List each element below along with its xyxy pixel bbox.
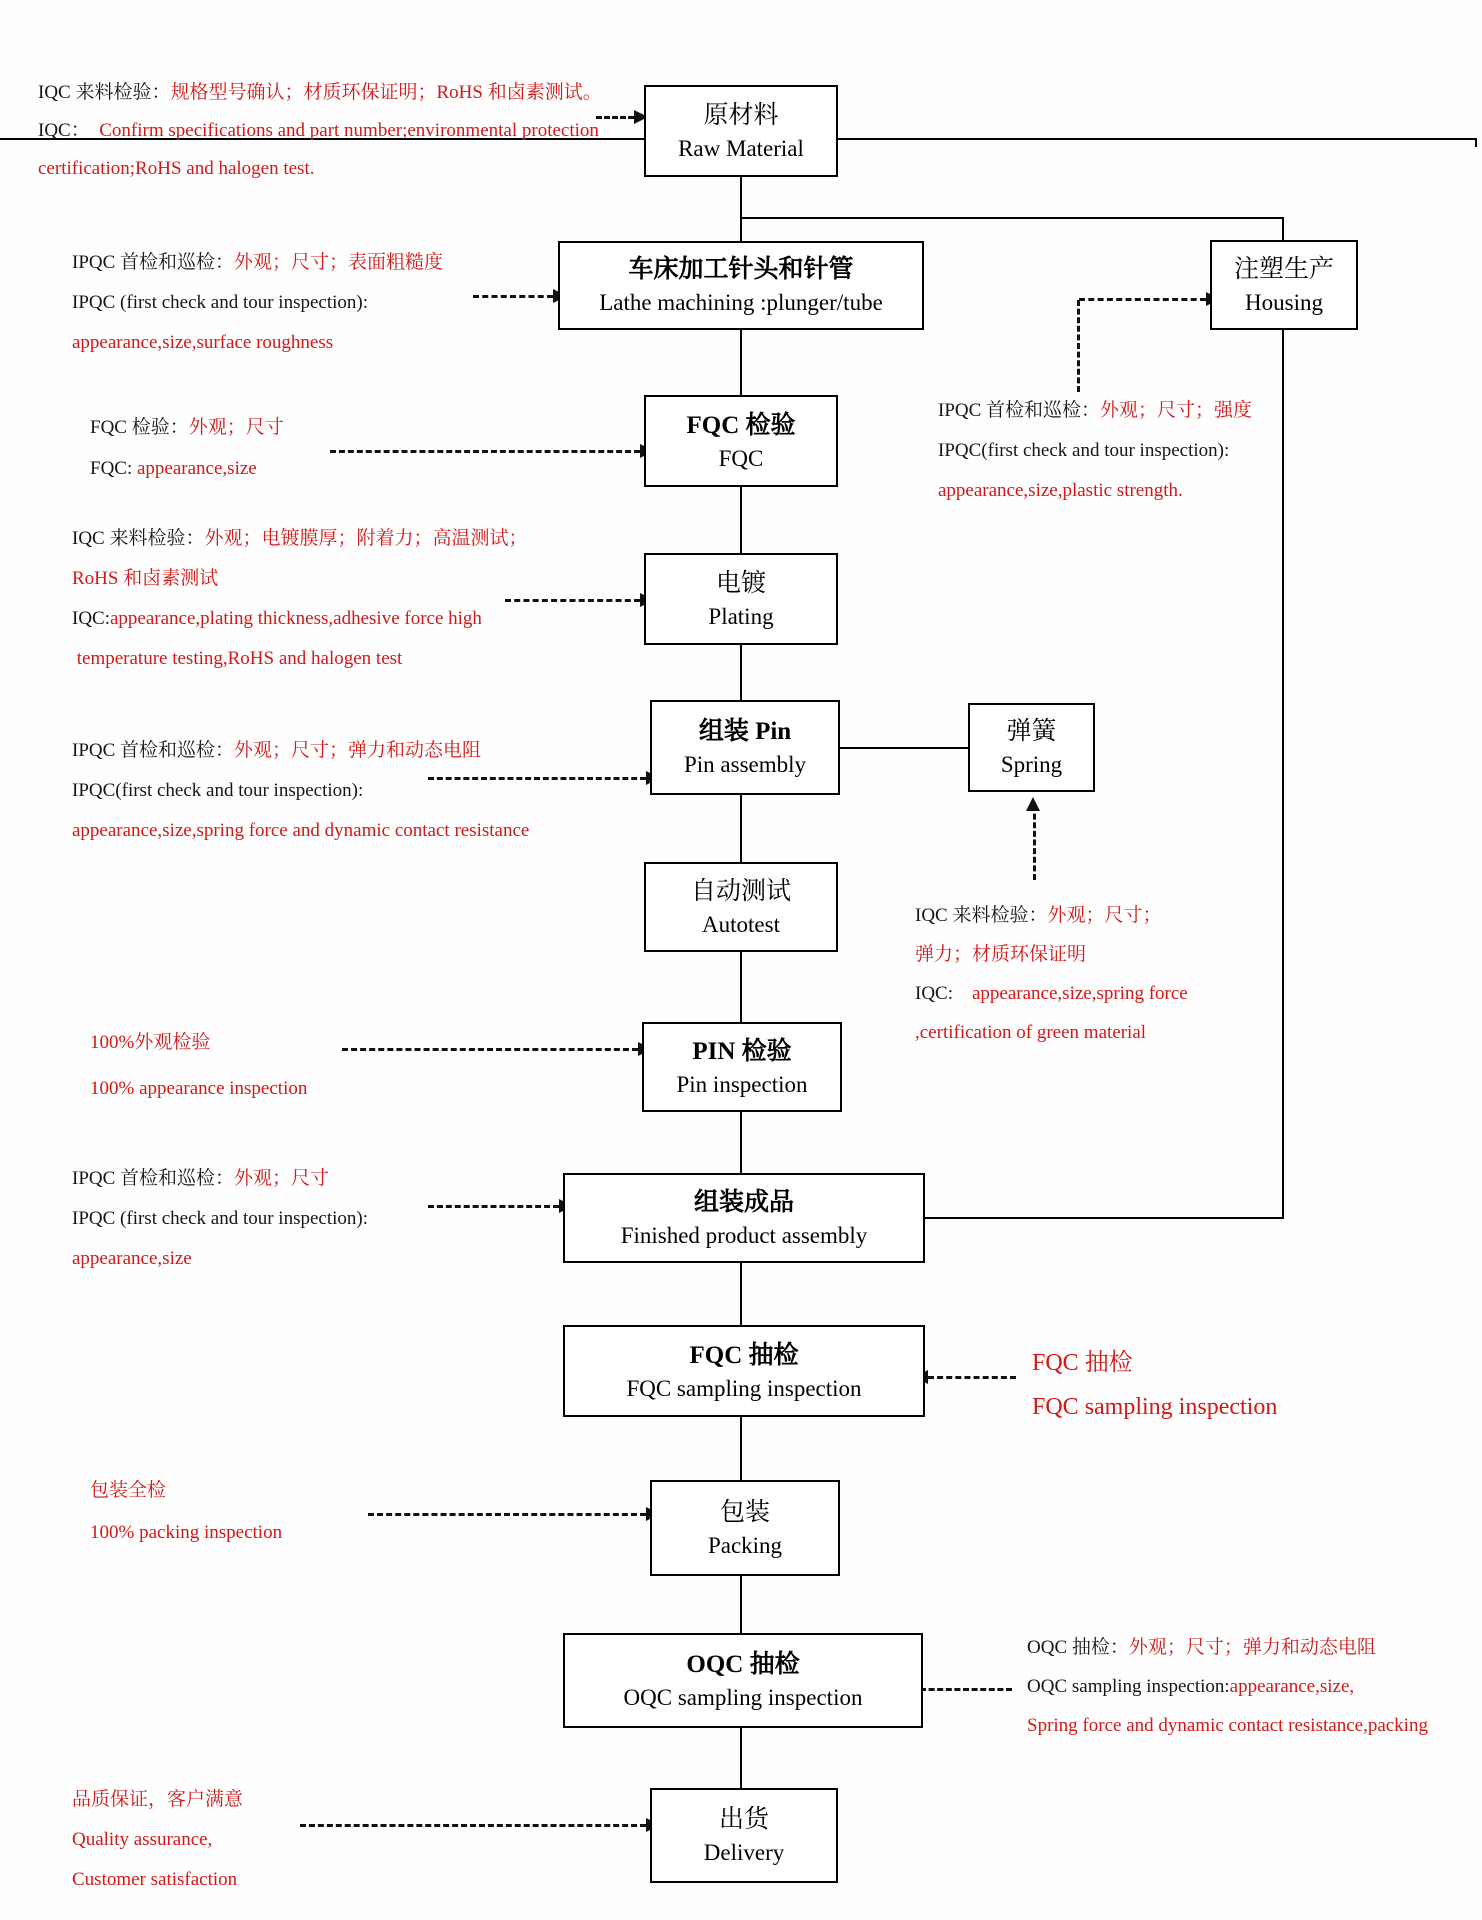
flow-box-oqc-sampling-label-zh: OQC 抽检	[686, 1651, 800, 1678]
annotation-text-segment: IQC：	[38, 120, 100, 141]
annotation-text-segment: OQC sampling inspection:	[1027, 1676, 1230, 1697]
connector-line	[740, 952, 742, 1022]
flow-box-fqc-inspection-label-zh: FQC 检验	[686, 411, 796, 439]
flow-box-pin-inspection	[642, 1022, 842, 1112]
annotation-text-segment: Quality assurance,	[72, 1829, 213, 1850]
annotation-text-segment: OQC 抽检：	[1027, 1637, 1129, 1658]
connector-line	[740, 487, 742, 553]
dashed-arrow-pin-inspection	[342, 1048, 638, 1051]
annotation-pin-100-inspection-line	[90, 1032, 210, 1054]
flow-box-autotest-label-zh: 自动测试	[690, 877, 791, 905]
flow-box-plating-label-en: Plating	[708, 603, 774, 629]
annotation-ipqc-lathe-line	[72, 292, 368, 314]
dashed-arrow-delivery	[300, 1824, 646, 1827]
flow-box-autotest-label-en: Autotest	[702, 911, 780, 937]
annotation-text-segment: 100% appearance inspection	[90, 1078, 308, 1099]
annotation-iqc-plating-line	[72, 648, 402, 670]
annotation-text-segment: certification;RoHS and halogen test.	[38, 158, 315, 179]
flow-box-plating	[644, 553, 838, 645]
connector-line	[925, 1217, 1284, 1219]
annotation-iqc-raw-material-line	[38, 120, 599, 142]
annotation-text-segment: appearance,size,spring force	[972, 983, 1188, 1004]
annotation-text-segment: appearance,size	[137, 458, 257, 479]
annotation-text-segment: IPQC(first check and tour inspection):	[72, 780, 364, 801]
dashed-arrow-raw-material	[596, 116, 634, 119]
annotation-text-segment: IQC 来料检验：	[38, 82, 171, 103]
annotation-delivery-note-line	[72, 1789, 243, 1811]
flow-box-pin-assembly-label-en: Pin assembly	[683, 752, 807, 777]
annotation-oqc-note-line	[1027, 1715, 1428, 1737]
flow-box-pin-assembly-label-zh: 组装 Pin	[698, 718, 792, 745]
flow-box-lathe-machining	[558, 241, 924, 330]
annotation-text-segment: IPQC 首检和巡检：	[72, 1168, 235, 1189]
flow-box-autotest	[644, 862, 838, 952]
annotation-packing-note-line	[90, 1522, 282, 1544]
annotation-delivery-note-line	[72, 1829, 212, 1851]
annotation-text-segment: Customer satisfaction	[72, 1869, 238, 1890]
flow-box-housing-label-zh: 注塑生产	[1233, 255, 1334, 283]
annotation-text-segment: 弹力；材质环保证明	[915, 944, 1087, 965]
dashed-arrow-pin-assembly	[428, 777, 646, 780]
flow-box-housing-label-en: Housing	[1245, 289, 1323, 315]
annotation-fqc-check-line	[90, 458, 257, 480]
annotation-text-segment: FQC 抽检	[1032, 1350, 1133, 1376]
annotation-text-segment: IQC:	[72, 608, 110, 629]
flow-box-pin-inspection-label-zh: PIN 检验	[692, 1037, 792, 1065]
connector-line	[740, 330, 742, 395]
annotation-fqc-check-line	[90, 417, 284, 439]
flow-box-fqc-inspection-label-en: FQC	[718, 445, 764, 471]
annotation-ipqc-assembly-line	[72, 1208, 368, 1230]
annotation-text-segment: FQC sampling inspection	[1032, 1394, 1278, 1420]
annotation-packing-note-line	[90, 1480, 166, 1502]
annotation-text-segment: 100%外观检验	[90, 1032, 211, 1053]
flow-box-finished-assembly-label-zh: 组装成品	[693, 1188, 794, 1216]
flow-box-raw-material-label-zh: 原材料	[703, 101, 779, 129]
annotation-text-segment: 100% packing inspection	[90, 1522, 283, 1543]
connector-line	[840, 747, 968, 749]
dashed-arrow-oqc-sampling	[920, 1688, 1012, 1691]
annotation-text-segment: appearance,size,spring force and dynamic contact resistance	[72, 820, 530, 841]
annotation-iqc-spring-line	[915, 905, 1162, 927]
annotation-iqc-raw-material-line	[38, 82, 602, 104]
flow-box-spring	[968, 703, 1095, 792]
annotation-text-segment: FQC 检验：	[90, 417, 189, 438]
flow-box-oqc-sampling-label-en: OQC sampling inspection	[623, 1685, 863, 1710]
annotation-text-segment: 外观；尺寸；强度	[1100, 400, 1253, 421]
dashed-arrow-plating	[505, 599, 640, 602]
annotation-text-segment: IQC 来料检验：	[915, 905, 1048, 926]
flow-box-packing	[650, 1480, 840, 1576]
annotation-iqc-spring-line	[915, 1022, 1146, 1044]
connector-line	[740, 177, 742, 241]
annotation-text-segment: 包装全检	[90, 1480, 167, 1501]
annotation-text-segment: ,certification of green material	[915, 1022, 1147, 1043]
dashed-arrow-fqc-inspection	[330, 450, 640, 453]
annotation-text-segment: 外观；尺寸；弹力和动态电阻	[234, 740, 482, 761]
annotation-iqc-spring-line	[915, 983, 1188, 1005]
flow-box-packing-label-zh: 包装	[719, 1498, 770, 1526]
annotation-iqc-plating-line	[72, 608, 482, 630]
dashed-arrow-fqc-sampling	[928, 1376, 1016, 1379]
annotation-text-segment: RoHS 和卤素测试	[72, 568, 219, 589]
dashed-arrow-spring	[1033, 805, 1036, 880]
annotation-text-segment: temperature testing,RoHS and halogen test	[72, 648, 403, 669]
annotation-text-segment: 外观；尺寸；	[1047, 905, 1162, 926]
connector-line	[740, 1728, 742, 1788]
annotation-oqc-note-line	[1027, 1676, 1354, 1698]
flow-box-plating-label-zh: 电镀	[715, 569, 766, 597]
annotation-text-segment: IQC 来料检验：	[72, 528, 205, 549]
flow-box-pin-inspection-label-en: Pin inspection	[676, 1071, 808, 1097]
flow-box-oqc-sampling	[563, 1633, 923, 1728]
annotation-text-segment: 外观；尺寸；弹力和动态电阻	[1128, 1637, 1376, 1658]
flow-box-lathe-machining-label-en: Lathe machining :plunger/tube	[599, 290, 883, 315]
annotation-ipqc-assembly-line	[72, 1168, 329, 1190]
annotation-fqc-sampling-note-line	[1032, 1394, 1277, 1422]
connector-line	[740, 645, 742, 700]
annotation-iqc-plating-line	[72, 528, 528, 550]
annotation-text-segment: appearance,size,	[1229, 1676, 1355, 1697]
annotation-text-segment: IPQC 首检和巡检：	[938, 400, 1101, 421]
flow-box-packing-label-en: Packing	[707, 1532, 783, 1558]
annotation-text-segment: appearance,size,surface roughness	[72, 332, 334, 353]
annotation-iqc-spring-line	[915, 944, 1086, 966]
annotation-delivery-note-line	[72, 1869, 237, 1891]
annotation-text-segment: 外观；尺寸	[234, 1168, 330, 1189]
connector-line	[1475, 138, 1477, 147]
connector-line	[740, 1263, 742, 1325]
annotation-iqc-raw-material-line	[38, 158, 314, 180]
dashed-arrow-finished-assembly	[428, 1205, 559, 1208]
annotation-ipqc-assembly-line	[72, 1248, 192, 1270]
flow-box-spring-label-zh: 弹簧	[1006, 718, 1057, 745]
connector-line	[1282, 217, 1284, 240]
annotation-text-segment: appearance,size	[72, 1248, 192, 1269]
flow-box-delivery-label-en: Delivery	[703, 1840, 785, 1865]
annotation-oqc-note-line	[1027, 1637, 1376, 1659]
annotation-text-segment: FQC:	[90, 458, 137, 479]
flow-box-fqc-sampling-label-zh: FQC 抽检	[689, 1341, 799, 1369]
annotation-text-segment: 品质保证，客户满意	[72, 1789, 244, 1810]
annotation-ipqc-housing-line	[938, 400, 1252, 422]
annotation-text-segment: IQC:	[915, 983, 972, 1004]
annotation-text-segment: IPQC 首检和巡检：	[72, 740, 235, 761]
dashed-arrow-lathe-machining	[473, 295, 553, 298]
annotation-ipqc-pin-assembly-line	[72, 820, 529, 842]
annotation-text-segment: Confirm specifications and part number;environmental protection	[99, 120, 599, 141]
flow-box-delivery-label-zh: 出货	[718, 1806, 769, 1833]
flow-box-lathe-machining-label-zh: 车床加工针头和针管	[628, 256, 854, 283]
dashed-arrow-packing	[368, 1513, 646, 1516]
annotation-text-segment: appearance,plating thickness,adhesive force high	[110, 608, 482, 629]
annotation-ipqc-housing-line	[938, 440, 1229, 462]
annotation-ipqc-pin-assembly-line	[72, 780, 363, 802]
flow-box-housing	[1210, 240, 1358, 330]
annotation-text-segment: IPQC (first check and tour inspection):	[72, 292, 369, 313]
flow-box-raw-material-label-en: Raw Material	[678, 135, 804, 161]
annotation-pin-100-inspection-line	[90, 1078, 307, 1100]
flow-box-fqc-sampling	[563, 1325, 925, 1417]
annotation-text-segment: 外观；尺寸；表面粗糙度	[234, 252, 444, 273]
annotation-ipqc-lathe-line	[72, 252, 443, 274]
annotation-text-segment: Spring force and dynamic contact resistance,packing	[1027, 1715, 1428, 1736]
connector-line	[740, 1112, 742, 1173]
annotation-text-segment: IPQC (first check and tour inspection):	[72, 1208, 369, 1229]
annotation-text-segment: 外观；电镀膜厚；附着力；高温测试；	[204, 528, 528, 549]
arrowhead-icon	[1026, 797, 1040, 811]
annotation-iqc-plating-line	[72, 568, 218, 590]
connector-line	[740, 1576, 742, 1633]
flow-box-finished-assembly	[563, 1173, 925, 1263]
connector-line	[740, 1417, 742, 1480]
connector-line	[740, 217, 1284, 219]
dashed-arrow-housing-elbow	[1077, 300, 1080, 392]
annotation-ipqc-pin-assembly-line	[72, 740, 481, 762]
connector-line	[1282, 330, 1284, 1218]
annotation-text-segment: appearance,size,plastic strength.	[938, 480, 1183, 501]
flow-box-raw-material	[644, 85, 838, 177]
dashed-arrow-housing	[1079, 298, 1206, 301]
flow-box-finished-assembly-label-en: Finished product assembly	[620, 1222, 868, 1248]
annotation-text-segment: IPQC 首检和巡检：	[72, 252, 235, 273]
flow-box-pin-assembly	[650, 700, 840, 795]
flow-box-spring-label-en: Spring	[1000, 752, 1063, 777]
connector-line	[740, 795, 742, 862]
flow-box-fqc-inspection	[644, 395, 838, 487]
annotation-fqc-sampling-note-line	[1032, 1350, 1133, 1378]
flow-box-fqc-sampling-label-en: FQC sampling inspection	[626, 1375, 862, 1401]
annotation-text-segment: 外观；尺寸	[188, 417, 284, 438]
connector-line	[838, 138, 1477, 140]
annotation-ipqc-housing-line	[938, 480, 1183, 502]
annotation-text-segment: IPQC(first check and tour inspection):	[938, 440, 1230, 461]
annotation-ipqc-lathe-line	[72, 332, 333, 354]
flow-box-delivery	[650, 1788, 838, 1883]
annotation-text-segment: 规格型号确认；材质环保证明；RoHS 和卤素测试。	[170, 82, 602, 103]
